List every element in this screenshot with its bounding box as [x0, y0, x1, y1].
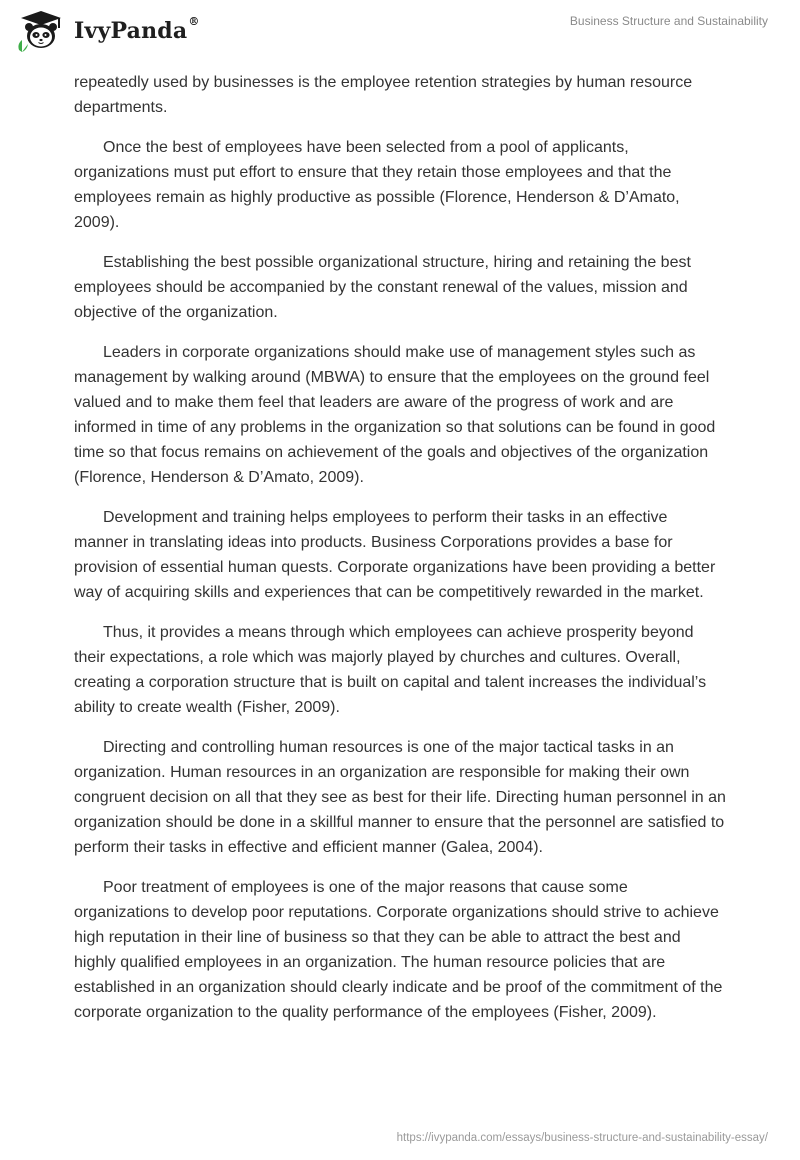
essay-body — [74, 70, 726, 1040]
paragraph: Once the best of employees have been selected from a pool of applicants, organizations must put effort to ensure that they retain those employees and that the employees remain as highly productive as possible (Florence, Henderson & D’Amato, 2009). — [74, 139, 680, 231]
paragraph: Development and training helps employees to perform their tasks in an effective manner in translating ideas into products. Business Corporations provides a base for provision of essential human quests. Corporate organizations have been providing a better way of acquiring skills and experiences that can be competitively rewarded in the market. — [74, 509, 716, 601]
paragraph: Leaders in corporate organizations should make use of management styles such as management by walking around (MBWA) to ensure that the employees on the ground feel valued and to make them feel that leaders are aware of the progress of work and are informed in time of any problems in the organization so that solutions can be found in good time so that focus remains on achievement of the goals and objectives of the organization (Florence, Henderson & D’Amato, 2009). — [74, 344, 716, 486]
document-title: Business Structure and Sustainability — [569, 14, 768, 28]
paragraph: Directing and controlling human resources is one of the major tactical tasks in an organization. Human resources in an organization are responsible for making their own congruent decision on all that they see as best for their life. Directing human personnel in an organization should be done in a skillful manner to ensure that the personnel are satisfied to perform their tasks in effective and efficient manner (Galea, 2004). — [74, 739, 726, 856]
paragraph: Establishing the best possible organizational structure, hiring and retaining the best employees should be accompanied by the constant renewal of the values, mission and objective of the organization. — [74, 254, 691, 321]
page-header — [0, 0, 800, 64]
paragraph: Poor treatment of employees is one of the major reasons that cause some organizations to develop poor reputations. Corporate organizations should strive to achieve high reputation in their line of business so that they can be able to attract the best and highly qualified employees in an organization. The human resource policies that are established in an organization should clearly indicate and be proof of the commitment of the corporate organization to the quality performance of the employees (Fisher, 2009). — [74, 879, 723, 1021]
registered-mark: ® — [188, 15, 200, 28]
paragraph: repeatedly used by businesses is the employee retention strategies by human resource departments. — [74, 74, 693, 116]
ivypanda-logo[interactable] — [14, 8, 200, 52]
panda-logo-icon — [14, 8, 68, 52]
source-url-link[interactable]: https://ivypanda.com/essays/business-structure-and-sustainability-essay/ — [396, 1132, 768, 1144]
paragraph: Thus, it provides a means through which employees can achieve prosperity beyond their expectations, a role which was majorly played by churches and cultures. Overall, creating a corporation structure that is built on capital and talent increases the individual’s ability to create wealth (Fisher, 2009). — [74, 624, 707, 716]
brand-name: IvyPanda® — [74, 15, 200, 44]
